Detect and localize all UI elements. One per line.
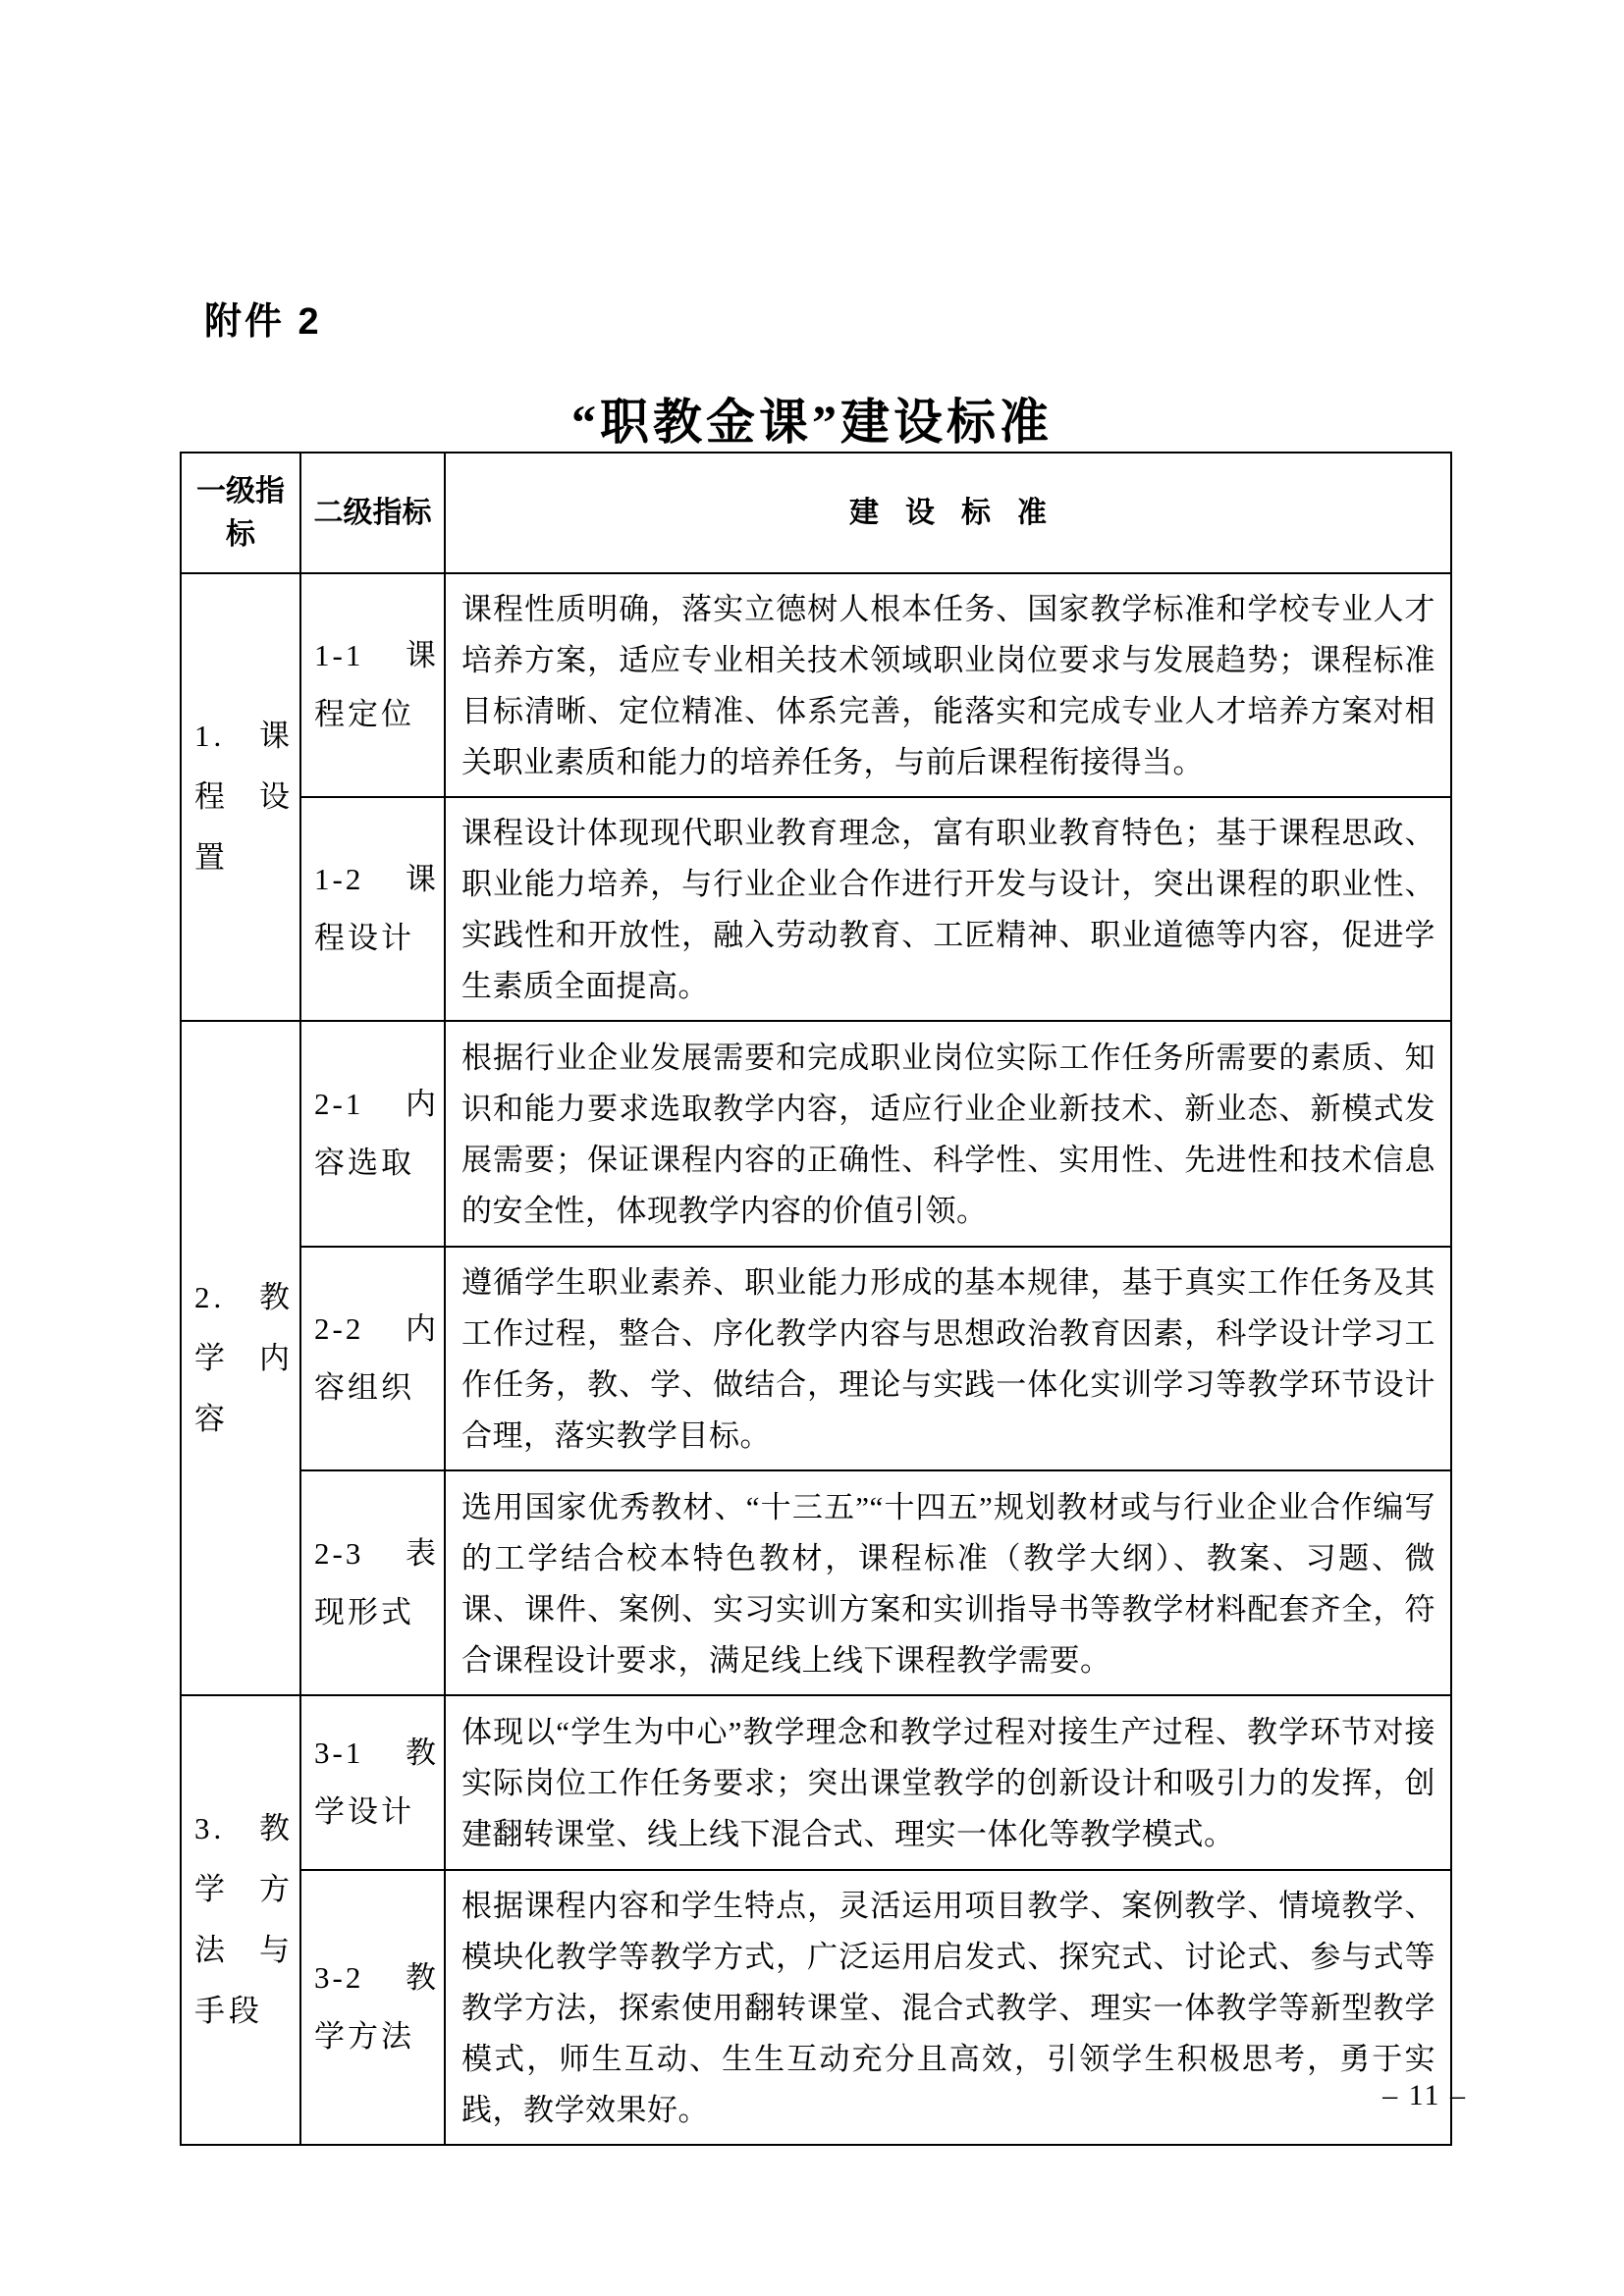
standard-cell-3-1: 体现以“学生为中心”教学理念和教学过程对接生产过程、教学环节对接实际岗位工作任务要求；突出课堂教学的创新设计和吸引力的发挥，创建翻转课堂、线上线下混合式、理实一体化等教学模式。 (445, 1695, 1451, 1870)
page-title: “职教金课”建设标准 (571, 395, 1053, 450)
attachment-label: 附件 2 (204, 301, 322, 343)
table-header-row (181, 453, 1451, 573)
standard-cell-2-2: 遵循学生职业素养、职业能力形成的基本规律，基于真实工作任务及其工作过程，整合、序化教学内容与思想政治教育因素，科学设计学习工作任务，教、学、做结合，理论与实践一体化实训学习等教学环节设计合理，落实教学目标。 (445, 1247, 1451, 1470)
level1-indicator-cell-course-setup: 1.课程设置 (181, 573, 300, 1021)
level2-indicator-cell-1-2: 1-2 课程设计 (300, 797, 445, 1021)
standards-table-container (180, 452, 1452, 2146)
level2-indicator-cell-2-1: 2-1 内容选取 (300, 1021, 445, 1247)
standards-table (180, 452, 1452, 2146)
standard-cell-3-2: 根据课程内容和学生特点，灵活运用项目教学、案例教学、情境教学、模块化教学等教学方式，广泛运用启发式、探究式、讨论式、参与式等教学方法，探索使用翻转课堂、混合式教学、理实一体教学等新型教学模式，师生互动、生生互动充分且高效，引领学生积极思考，勇于实践，教学效果好。 (445, 1870, 1451, 2145)
standard-cell-2-1: 根据行业企业发展需要和完成职业岗位实际工作任务所需要的素质、知识和能力要求选取教学内容，适应行业企业新技术、新业态、新模式发展需要；保证课程内容的正确性、科学性、实用性、先进性和技术信息的安全性，体现教学内容的价值引领。 (445, 1021, 1451, 1247)
standard-cell-2-3: 选用国家优秀教材、“十三五”“十四五”规划教材或与行业企业合作编写的工学结合校本特色教材，课程标准（教学大纲）、教案、习题、微课、课件、案例、实习实训方案和实训指导书等教学材料配套齐全，符合课程设计要求，满足线上线下课程教学需要。 (445, 1470, 1451, 1695)
level1-indicator-cell-teaching-methods: 3.教学方法与手段 (181, 1695, 300, 2145)
table-row (181, 573, 1451, 797)
header-level1-indicator: 一级指标 (181, 453, 300, 573)
table-row (181, 1870, 1451, 2145)
level2-indicator-cell-2-2: 2-2 内容组织 (300, 1247, 445, 1470)
table-row (181, 1470, 1451, 1695)
level2-indicator-cell-2-3: 2-3 表现形式 (300, 1470, 445, 1695)
standard-cell-1-1: 课程性质明确，落实立德树人根本任务、国家教学标准和学校专业人才培养方案，适应专业相关技术领域职业岗位要求与发展趋势；课程标准目标清晰、定位精准、体系完善，能落实和完成专业人才培养方案对相关职业素质和能力的培养任务，与前后课程衔接得当。 (445, 573, 1451, 797)
level2-indicator-cell-3-2: 3-2 教学方法 (300, 1870, 445, 2145)
table-row (181, 1695, 1451, 1870)
table-row (181, 1247, 1451, 1470)
standard-cell-1-2: 课程设计体现现代职业教育理念，富有职业教育特色；基于课程思政、职业能力培养，与行业企业合作进行开发与设计，突出课程的职业性、实践性和开放性，融入劳动教育、工匠精神、职业道德等内容，促进学生素质全面提高。 (445, 797, 1451, 1021)
page-number: – 11 – (1382, 2079, 1467, 2111)
header-level2-indicator: 二级指标 (300, 453, 445, 573)
table-row (181, 1021, 1451, 1247)
header-construction-standard: 建设标准 (445, 453, 1451, 573)
level2-indicator-cell-3-1: 3-1 教学设计 (300, 1695, 445, 1870)
level1-indicator-cell-teaching-content: 2.教学内容 (181, 1021, 300, 1695)
level2-indicator-cell-1-1: 1-1 课程定位 (300, 573, 445, 797)
table-row (181, 797, 1451, 1021)
